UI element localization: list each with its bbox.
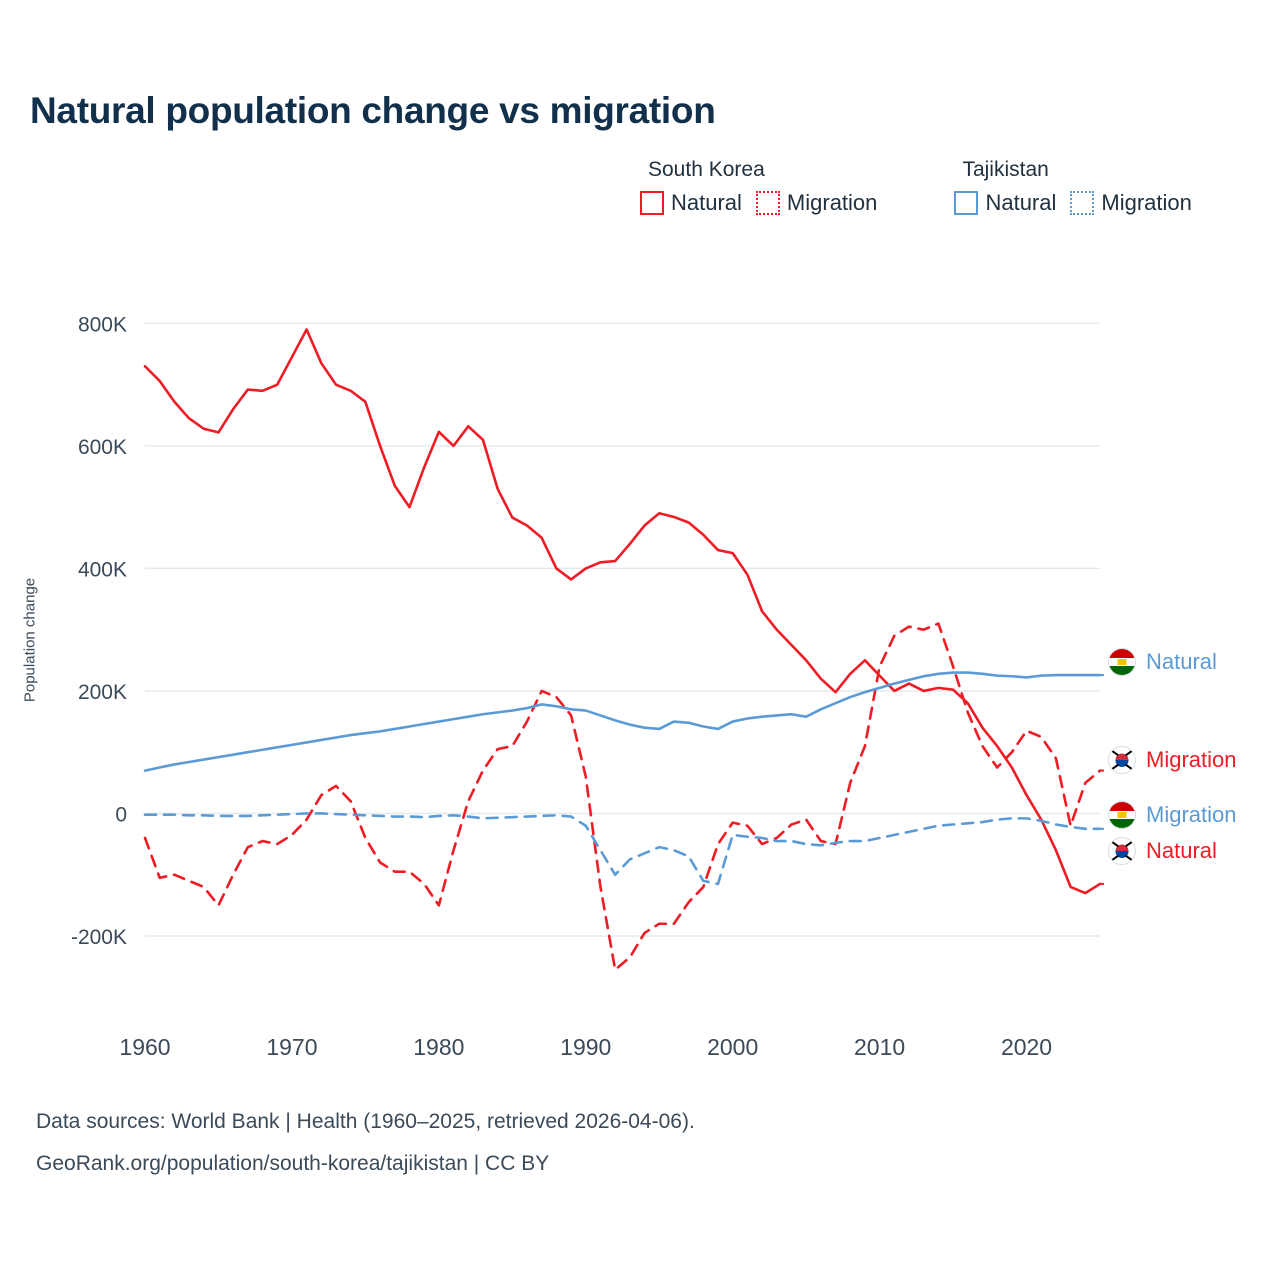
page-title: Natural population change vs migration — [30, 90, 716, 131]
x-tick-label: 2010 — [854, 1034, 906, 1060]
x-tick-label: 1980 — [413, 1034, 465, 1060]
y-tick-label: -200K — [70, 925, 127, 949]
series-end-label-tajikistan-natural — [1108, 648, 1217, 676]
series-end-label-south-korea-migration — [1108, 746, 1236, 774]
series-end-label-south-korea-natural — [1108, 837, 1217, 865]
series-end-label-text: Natural — [1146, 838, 1217, 863]
footer-attribution: GeoRank.org/population/south-korea/tajikistan | CC BY — [36, 1152, 550, 1175]
series-line-tajikistan-natural — [145, 673, 1100, 771]
tajikistan-flag-icon — [1108, 801, 1136, 829]
y-tick-label: 0 — [115, 803, 127, 827]
legend-label-tajikistan-natural: Natural — [985, 190, 1057, 215]
series-end-label-text: Natural — [1146, 649, 1217, 674]
legend-country-tajikistan: Tajikistan — [962, 158, 1049, 181]
series-end-label-text: Migration — [1146, 747, 1237, 772]
series-line-south-korea-natural — [145, 330, 1100, 894]
series-end-label-text: Migration — [1146, 802, 1237, 827]
y-tick-label: 400K — [77, 558, 127, 582]
x-tick-label: 1990 — [560, 1034, 612, 1060]
south-korea-flag-icon — [1108, 746, 1136, 774]
y-tick-label: 800K — [77, 313, 127, 337]
footer-data-sources: Data sources: World Bank | Health (1960–2025, retrieved 2026-04-06). — [36, 1110, 695, 1133]
y-tick-label: 600K — [77, 435, 127, 459]
series-line-south-korea-migration — [145, 624, 1100, 970]
legend-label-korea-natural: Natural — [671, 190, 742, 215]
x-tick-label: 2000 — [707, 1034, 759, 1060]
x-tick-label: 1970 — [266, 1034, 318, 1060]
y-tick-label: 200K — [77, 680, 127, 704]
legend-country-south-korea: South Korea — [648, 158, 765, 181]
legend-label-tajikistan-migration: Migration — [1101, 190, 1192, 215]
series-end-label-tajikistan-migration — [1108, 801, 1236, 829]
series-line-tajikistan-migration — [145, 813, 1100, 883]
south-korea-flag-icon — [1108, 837, 1136, 865]
legend-label-korea-migration: Migration — [786, 190, 878, 215]
tajikistan-flag-icon — [1108, 648, 1136, 676]
x-tick-label: 2020 — [1000, 1034, 1053, 1060]
x-tick-label: 1960 — [119, 1034, 171, 1060]
y-axis-label: Population change — [21, 577, 39, 703]
